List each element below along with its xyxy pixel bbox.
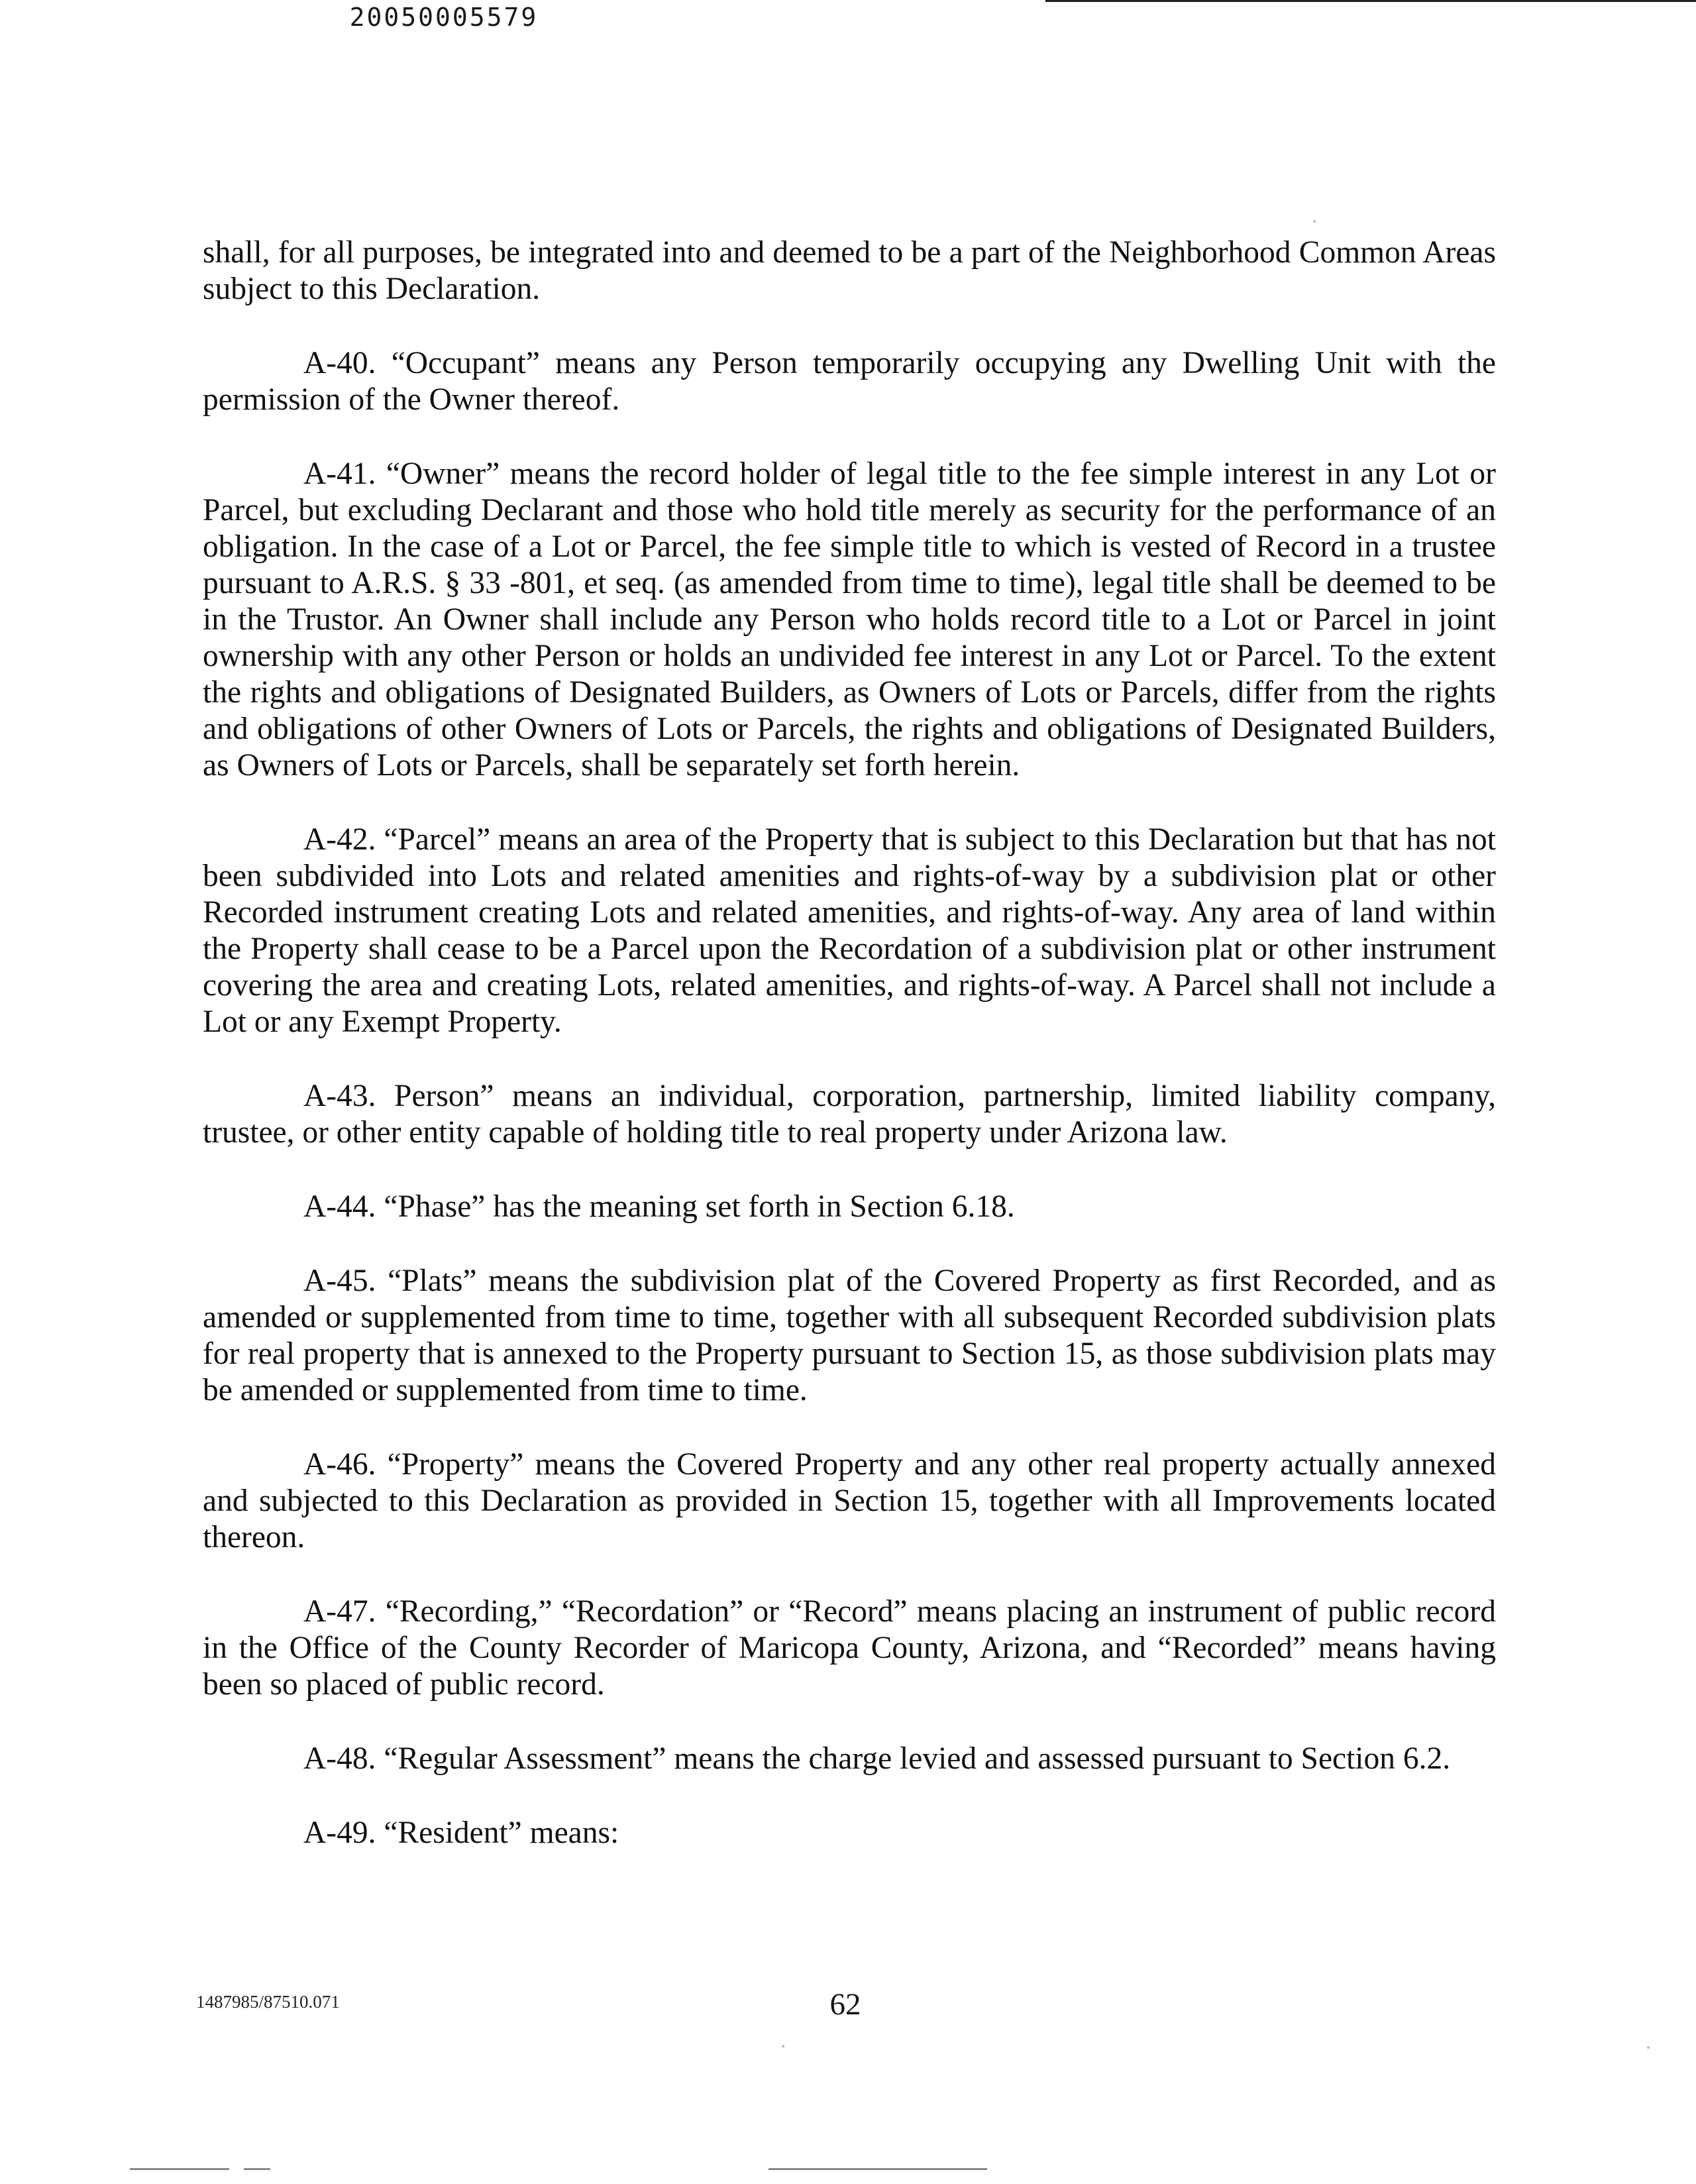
scan-edge-mark [244,2168,270,2170]
definition-a-42: A-42. “Parcel” means an area of the Property that is subject to this Declaration but that has not been subdivided into Lots and related amenities and rights-of-way by a subdivision plat or other Recorded instrument creating Lots and related amenities, and rights-of-way. Any area of land within the Property shall cease to be a Parcel upon the Recordation of a subdivision plat or other instrument covering the area and creating Lots, related amenities, and rights-of-way. A Parcel shall not include a Lot or any Exempt Property. [203,822,1496,1039]
definition-a-48: A-48. “Regular Assessment” means the charge levied and assessed pursuant to Section 6.2. [303,1741,1451,1776]
scan-speck [1313,220,1316,223]
document-record-number: 20050005579 [349,3,539,32]
page-number: 62 [829,1987,861,2022]
definition-a-46: A-46. “Property” means the Covered Property and any other real property actually annexed and subjected to this Declaration as provided in Section 15, together with all Improvements located thereon. [203,1447,1496,1555]
definition-a-43: A-43. Person” means an individual, corporation, partnership, limited liability company, trustee, or other entity capable of holding title to real property under Arizona law. [203,1079,1496,1150]
footer-document-code: 1487985/87510.071 [196,1992,340,2012]
scan-edge-mark [768,2168,987,2170]
document-body [203,235,1496,1889]
definition-a-40: A-40. “Occupant” means any Person temporarily occupying any Dwelling Unit with the permission of the Owner thereof. [203,346,1496,417]
definition-a-41: A-41. “Owner” means the record holder of legal title to the fee simple interest in any Lot or Parcel, but excluding Declarant and those who hold title merely as security for the performance of an obligation. In the case of a Lot or Parcel, the fee simple title to which is vested of Record in a trustee pursuant to A.R.S. § 33 -801, et seq. (as amended from time to time), legal title shall be deemed to be in the Trustor. An Owner shall include any Person who holds record title to a Lot or Parcel in joint ownership with any other Person or holds an undivided fee interest in any Lot or Parcel. To the extent the rights and obligations of Designated Builders, as Owners of Lots or Parcels, differ from the rights and obligations of other Owners of Lots or Parcels, the rights and obligations of Designated Builders, as Owners of Lots or Parcels, shall be separately set forth herein. [203,457,1496,783]
scan-edge-mark [130,2168,229,2170]
definition-a-45: A-45. “Plats” means the subdivision plat of the Covered Property as first Recorded, and as amended or supplemented from time to time, together with all subsequent Recorded subdivision plats for real property that is annexed to the Property pursuant to Section 15, as those subdivision plats may be amended or supplemented from time to time. [203,1264,1496,1407]
paragraph-continuation: shall, for all purposes, be integrated into and deemed to be a part of the Neighborhood Common Areas subject to this Declaration. [203,235,1496,306]
scan-speck [1647,2046,1650,2049]
header-rule [1045,0,1696,2]
definition-a-44: A-44. “Phase” has the meaning set forth in Section 6.18. [303,1189,1015,1224]
definition-a-47: A-47. “Recording,” “Recordation” or “Record” means placing an instrument of public record in the Office of the County Recorder of Maricopa County, Arizona, and “Recorded” means having been so placed of public record. [203,1594,1496,1702]
scan-speck [782,2045,784,2048]
definition-a-49: A-49. “Resident” means: [303,1816,619,1850]
